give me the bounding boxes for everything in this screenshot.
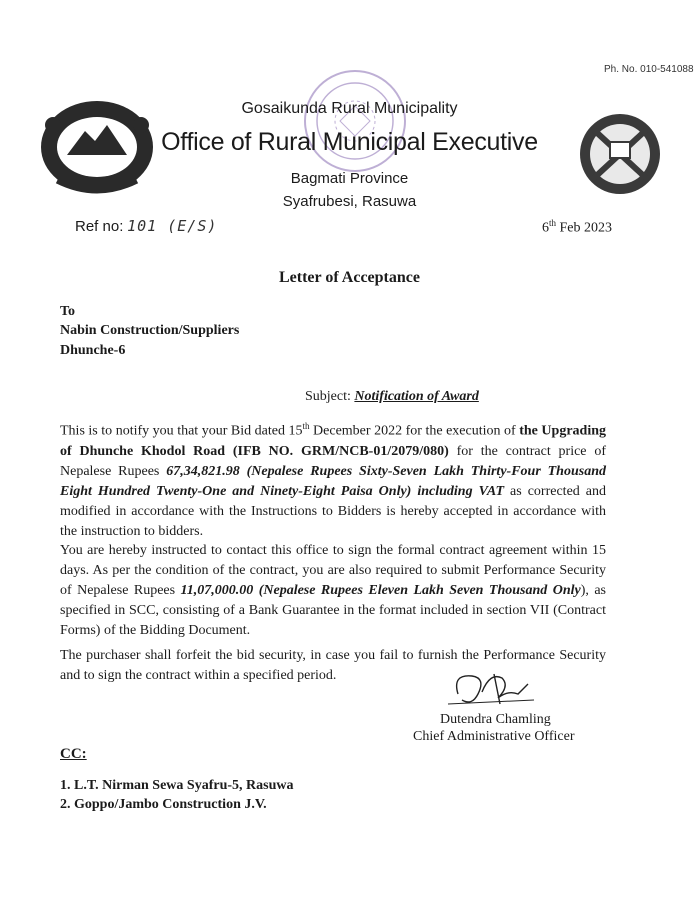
paragraph-forfeit: The purchaser shall forfeit the bid security, in case you fail to furnish the Performance Security and to sign the contract within a specified period. (60, 648, 606, 683)
p2-text-b: ), as specified in SCC, consisting of a Bank Guarantee in the format included in section VII (Contract Forms) of the Bidding Document. (60, 583, 606, 638)
subject-value: Notification of Award (354, 389, 479, 404)
municipality-name: Gosaikunda Rural Municipality (241, 100, 458, 117)
signature-icon (438, 664, 548, 712)
p1-text-c: for the contract price of Nepalese Rupees (60, 443, 607, 479)
paragraph-instructions (60, 541, 606, 641)
ref-label: Ref no: (75, 218, 124, 235)
reference-number (75, 217, 217, 236)
signatory-name: Dutendra Chamling (440, 712, 551, 727)
p1-project-name: the Upgrading of Dhunche Khodol Road (IFB NO. GRM/NCB-01/2079/080) (60, 423, 606, 459)
ref-value-handwritten: 101 (E/S) (127, 217, 218, 235)
cc-item: 2. Goppo/Jambo Construction J.V. (60, 797, 267, 812)
letter-title: Letter of Acceptance (279, 269, 420, 286)
p1-text-a: This is to notify you that your Bid dated 15 (60, 423, 303, 439)
date-suffix: th (549, 218, 557, 228)
province-name: Bagmati Province (290, 170, 409, 187)
office-title: Office of Rural Municipal Executive (161, 128, 538, 156)
p1-text-d: as corrected and modified in accordance with the Instructions to Bidders is hereby accepted in accordance with the instruction to bidders. (60, 483, 607, 539)
phone-number: Ph. No. 010-541088 (604, 64, 694, 75)
subject-label: Subject: (305, 389, 351, 404)
office-stamp (300, 66, 410, 176)
cc-list (60, 776, 293, 814)
paragraph-award (60, 416, 606, 542)
letter-date (542, 218, 612, 237)
recipient-to: To (60, 304, 76, 319)
cc-label: CC: (60, 746, 87, 762)
p1-contract-amount: 67,34,821.98 (Nepalese Rupees Sixty-Seven Lakh Thirty-Four Thousand Eight Hundred Twenty-One and Ninety-Eight Paisa Only) including VAT (60, 463, 606, 499)
recipient-name: Nabin Construction/Suppliers (60, 323, 240, 338)
p2-security-amount: 11,07,000.00 (Nepalese Rupees Eleven Lakh Seven Thousand Only (180, 583, 581, 598)
date-day: 6 (542, 220, 549, 236)
date-rest: Feb 2023 (559, 220, 613, 236)
p1-sup: th (302, 421, 310, 431)
signatory-title: Chief Administrative Officer (413, 729, 575, 744)
p1-text-b: December 2022 for the execution of (309, 423, 520, 439)
recipient-address: Dhunche-6 (60, 343, 126, 358)
office-address: Syafrubesi, Rasuwa (282, 193, 417, 210)
p2-text-a: You are hereby instructed to contact this office to sign the formal contract agreement within 15 days. As per the condition of the contract, you are also required to submit Performance Security of Nepalese Rupees (60, 543, 606, 598)
subject-line (305, 389, 479, 405)
cc-item: 1. L.T. Nirman Sewa Syafru-5, Rasuwa (60, 778, 294, 793)
